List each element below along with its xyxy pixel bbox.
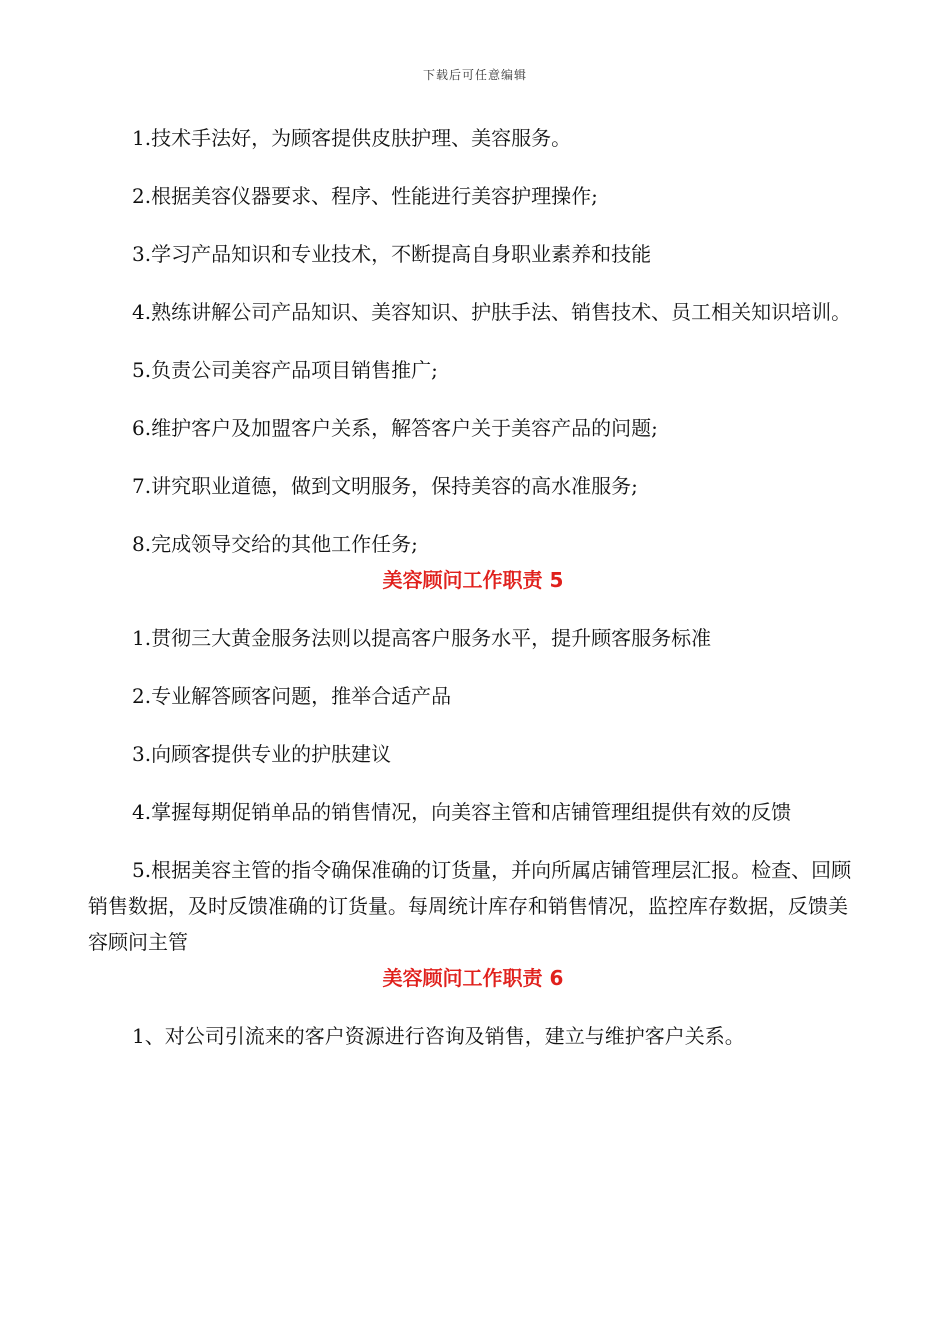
list-item: 2.根据美容仪器要求、程序、性能进行美容护理操作; (132, 184, 598, 208)
list-item: 5.负责公司美容产品项目销售推广; (132, 358, 438, 382)
list-item: 2.专业解答顾客问题，推举合适产品 (132, 684, 452, 708)
list-item: 4.掌握每期促销单品的销售情况，向美容主管和店铺管理组提供有效的反馈 (132, 800, 792, 824)
list-item: 8.完成领导交给的其他工作任务; (132, 532, 418, 556)
list-item: 4.熟练讲解公司产品知识、美容知识、护肤手法、销售技术、员工相关知识培训。 (132, 300, 852, 324)
list-item: 1.技术手法好，为顾客提供皮肤护理、美容服务。 (132, 126, 572, 150)
list-item: 1.贯彻三大黄金服务法则以提高客户服务水平，提升顾客服务标准 (132, 626, 712, 650)
document-body (88, 120, 858, 1054)
list-item: 6.维护客户及加盟客户关系，解答客户关于美容产品的问题; (132, 416, 658, 440)
list-item: 1、对公司引流来的客户资源进行咨询及销售，建立与维护客户关系。 (132, 1024, 745, 1048)
section-heading: 美容顾问工作职责 5 (382, 568, 564, 592)
list-item: 3.学习产品知识和专业技术，不断提高自身职业素养和技能 (132, 242, 652, 266)
list-item: 3.向顾客提供专业的护肤建议 (132, 742, 392, 766)
list-item: 7.讲究职业道德，做到文明服务，保持美容的高水准服务; (132, 474, 638, 498)
section-heading: 美容顾问工作职责 6 (382, 966, 564, 990)
header-note: 下载后可任意编辑 (422, 68, 527, 82)
list-item: 5.根据美容主管的指令确保准确的订货量，并向所属店铺管理层汇报。检查、回顾销售数据，及时反馈准确的订货量。每周统计库存和销售情况，监控库存数据，反馈美容顾问主管 (88, 858, 852, 954)
